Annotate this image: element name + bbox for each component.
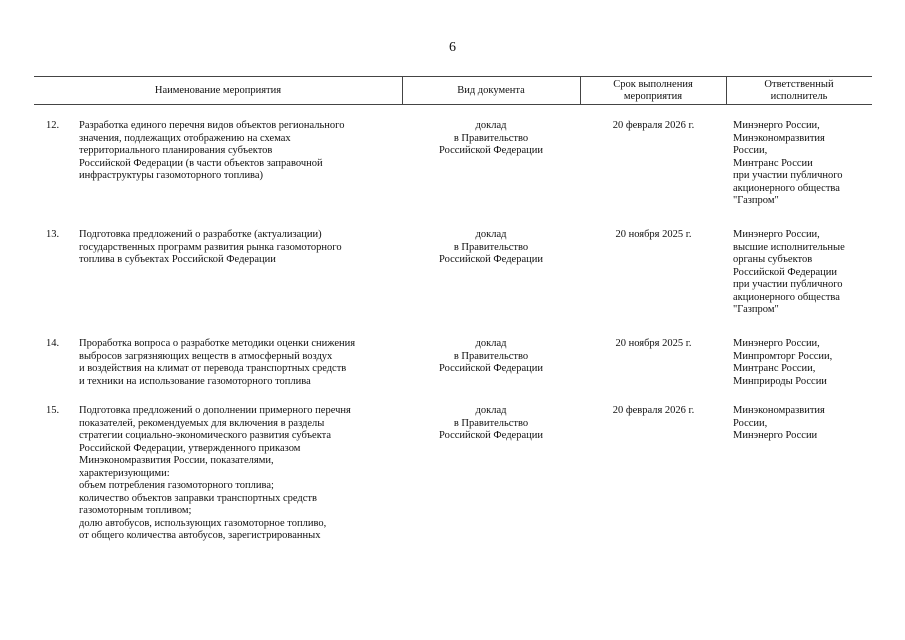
header-deadline-column bbox=[580, 77, 726, 104]
page-number: 6 bbox=[449, 40, 456, 55]
header-document-column bbox=[402, 77, 580, 104]
row-activity-name: Проработка вопроса о разработке методики оценки снижения выбросов загрязняющих веществ в атмосферный воздух и воздействия на климат от перевода транспортных средств и техники на использование газомоторного топлива bbox=[79, 338, 356, 387]
row-number: 12. bbox=[46, 120, 60, 131]
header-name-column bbox=[34, 77, 402, 104]
table-header-bottom-border bbox=[34, 104, 872, 105]
row-executor: Минэнерго России, Минпромторг России, Минтранс России, Минприроды России bbox=[733, 338, 833, 387]
header-document-label: Вид документа bbox=[457, 84, 525, 96]
row-executor: Минэкономразвития России, Минэнерго России bbox=[733, 405, 825, 441]
row-document-type: доклад в Правительство Российской Федерации bbox=[439, 405, 543, 441]
row-document-type: доклад в Правительство Российской Федерации bbox=[439, 120, 543, 156]
row-deadline: 20 ноября 2025 г. bbox=[615, 229, 692, 240]
header-executor-label-line1: Ответственный bbox=[764, 78, 834, 90]
header-deadline-label-line2: мероприятия bbox=[623, 90, 683, 102]
row-deadline: 20 февраля 2026 г. bbox=[612, 405, 695, 416]
row-deadline: 20 ноября 2025 г. bbox=[615, 338, 692, 349]
row-document-type: доклад в Правительство Российской Федерации bbox=[439, 338, 543, 374]
row-activity-name: Разработка единого перечня видов объектов регионального значения, подлежащих отображению на схемах территориального планирования субъектов Российской Федерации (в части объектов заправочной инфраструктуры газомоторного топлива) bbox=[79, 120, 345, 181]
header-name-label: Наименование мероприятия bbox=[154, 84, 282, 96]
header-deadline-label-line1: Срок выполнения bbox=[613, 78, 693, 90]
row-number: 13. bbox=[46, 229, 60, 240]
row-activity-name: Подготовка предложений о разработке (актуализации) государственных программ развития рынка газомоторного топлива в субъектах Российской Федерации bbox=[79, 229, 342, 265]
row-document-type: доклад в Правительство Российской Федерации bbox=[439, 229, 543, 265]
row-deadline: 20 февраля 2026 г. bbox=[612, 120, 695, 131]
row-executor: Минэнерго России, Минэкономразвития России, Минтранс России при участии публичного акционерного общества "Газпром" bbox=[733, 120, 843, 206]
row-executor: Минэнерго России, высшие исполнительные органы субъектов Российской Федерации при участии публичного акционерного общества "Газпром" bbox=[733, 229, 845, 315]
header-executor-column bbox=[726, 77, 872, 104]
row-activity-name: Подготовка предложений о дополнении примерного перечня показателей, рекомендуемых для включения в разделы стратегии социально-экономического развития субъекта Российской Федерации, утвержденного приказом Минэкономразвития России, показателями, характеризующими: объем потребления газомоторного топлива; количество объектов заправки транспортных средств газомоторным топливом; долю автобусов, использующих газомоторное топливо, от общего количества автобусов, зарегистрированных bbox=[79, 405, 351, 541]
row-number: 14. bbox=[46, 338, 60, 349]
header-executor-label-line2: исполнитель bbox=[770, 90, 828, 102]
row-number: 15. bbox=[46, 405, 60, 416]
